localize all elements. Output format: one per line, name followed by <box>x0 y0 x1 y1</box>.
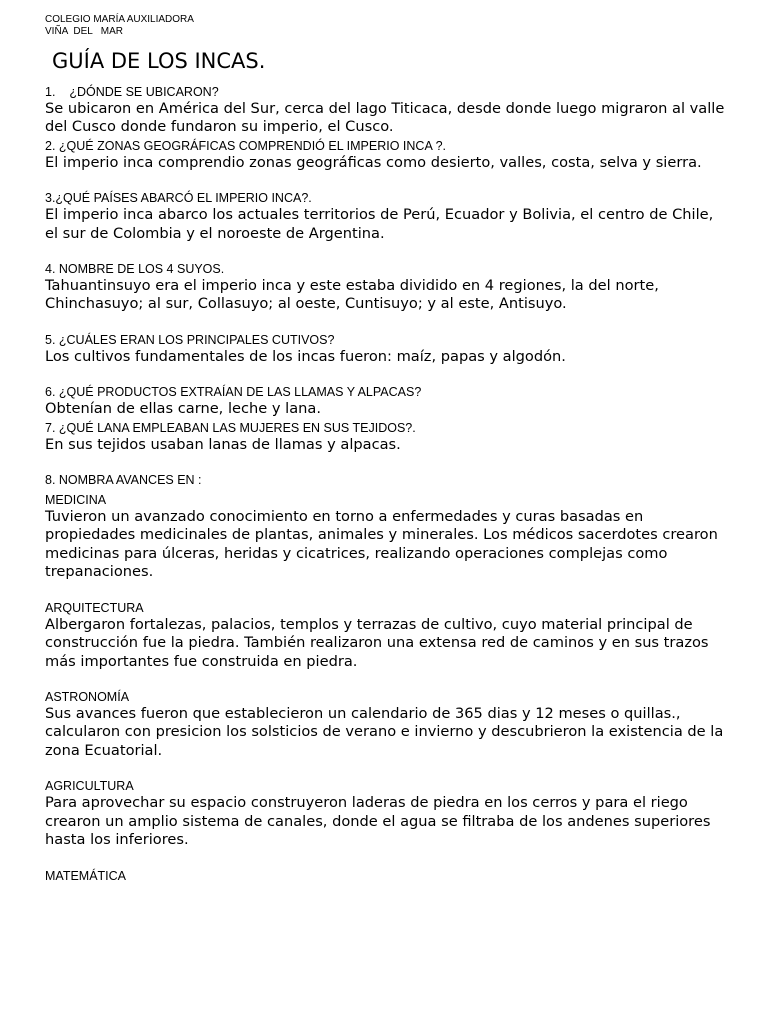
question-1: 1. ¿DÓNDE SE UBICARON? <box>45 85 219 99</box>
answer-3: El imperio inca abarco los actuales territorios de Perú, Ecuador y Bolivia, el centro de Chile, el sur de Colombia y el noroeste de Argentina. <box>45 206 714 242</box>
question-7: 7. ¿QUÉ LANA EMPLEABAN LAS MUJERES EN SUS TEJIDOS?. <box>45 420 416 435</box>
document-page <box>45 14 725 884</box>
arquitectura-text: Albergaron fortalezas, palacios, templos y terrazas de cultivo, cuyo material principal de construcción fue la piedra. También realizaron una extensa red de caminos y en sus trazos más importantes fue construida en piedra. <box>45 615 709 670</box>
astronomia-label: ASTRONOMÍA <box>45 689 130 704</box>
medicina-text: Tuvieron un avanzado conocimiento en torno a enfermedades y curas basadas en propiedades medicinales de plantas, animales y minerales. Los médicos sacerdotes crearon medicinas para úlceras, heridas y cicatrices, realizando operaciones complejas como trepanaciones. <box>45 508 718 581</box>
answer-4: Tahuantinsuyo era el imperio inca y este estaba dividido en 4 regiones, la del norte, Chinchasuyo; al sur, Collasuyo; al oeste, Cuntisuyo; y al este, Antisuyo. <box>45 277 659 313</box>
answer-1: Se ubicaron en América del Sur, cerca del lago Titicaca, desde donde luego migraron al valle del Cusco donde fundaron su imperio, el Cusco. <box>45 100 725 136</box>
answer-7: En sus tejidos usaban lanas de llamas y alpacas. <box>45 435 401 453</box>
matematica-label: MATEMÁTICA <box>45 869 127 884</box>
agricultura-text: Para aprovechar su espacio construyeron laderas de piedra en los cerros y para el riego crearon un amplio sistema de canales, donde el agua se filtraba de los andenes superiores hasta los inferiores. <box>45 794 711 848</box>
answer-6: Obtenían de ellas carne, leche y lana. <box>45 400 321 418</box>
question-5: 5. ¿CUÁLES ERAN LOS PRINCIPALES CUTIVOS? <box>45 332 335 347</box>
agricultura-label: AGRICULTURA <box>45 779 134 794</box>
school-name: COLEGIO MARÍA AUXILIADORA <box>45 14 194 25</box>
school-city: VIÑA DEL MAR <box>45 26 123 37</box>
page-title: GUÍA DE LOS INCAS. <box>52 49 266 73</box>
answer-5: Los cultivos fundamentales de los incas fueron: maíz, papas y algodón. <box>45 347 566 365</box>
question-4: 4. NOMBRE DE LOS 4 SUYOS. <box>45 262 225 277</box>
question-8: 8. NOMBRA AVANCES EN : <box>45 473 202 488</box>
medicina-label: MEDICINA <box>45 493 107 508</box>
question-2: 2. ¿QUÉ ZONAS GEOGRÁFICAS COMPRENDIÓ EL IMPERIO INCA ?. <box>45 138 446 153</box>
answer-2: El imperio inca comprendio zonas geográficas como desierto, valles, costa, selva y sierra. <box>45 153 702 171</box>
arquitectura-label: ARQUITECTURA <box>45 600 144 615</box>
astronomia-text: Sus avances fueron que establecieron un calendario de 365 dias y 12 meses o quillas., calcularon con presicion los solsticios de verano e invierno y descubrieron la existencia de la zona Ecuatorial. <box>45 704 724 759</box>
question-3: 3.¿QUÉ PAÍSES ABARCÓ EL IMPERIO INCA?. <box>45 191 312 206</box>
question-6: 6. ¿QUÉ PRODUCTOS EXTRAÍAN DE LAS LLAMAS Y ALPACAS? <box>45 385 422 400</box>
